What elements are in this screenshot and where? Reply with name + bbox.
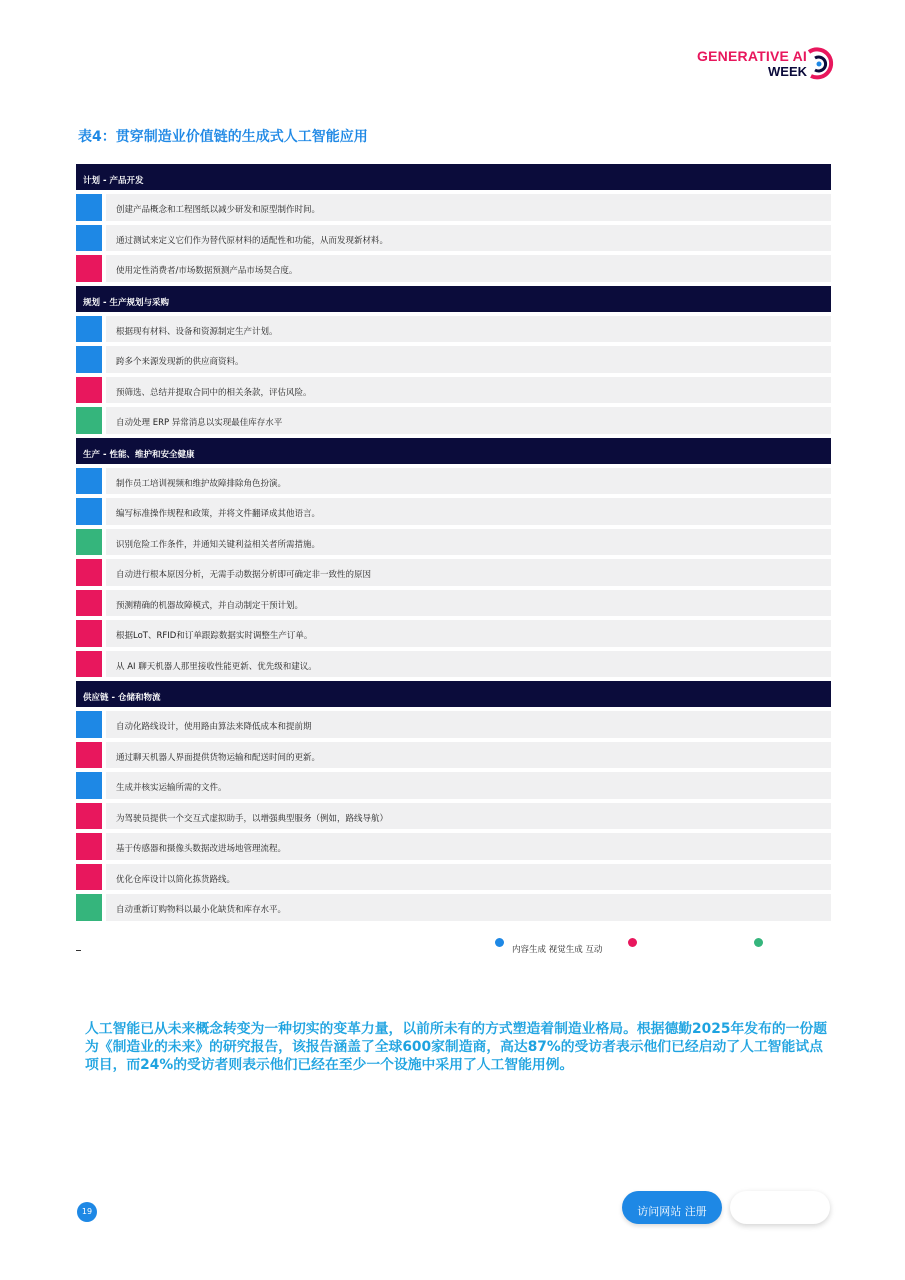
table-row xyxy=(76,346,831,373)
category-marker-green xyxy=(76,894,102,921)
section-header: 生产 - 性能、维护和安全健康 xyxy=(76,438,831,464)
category-marker-red xyxy=(76,742,102,769)
legend-text: 内容生成 视觉生成 互动 xyxy=(512,945,603,955)
table-row xyxy=(76,316,831,343)
table-title: 表4：贯穿制造业价值链的生成式人工智能应用 xyxy=(78,129,368,145)
category-marker-blue xyxy=(76,194,102,221)
table-row xyxy=(76,407,831,434)
row-text: 预筛选、总结并提取合同中的相关条款，评估风险。 xyxy=(106,377,831,404)
row-text: 使用定性消费者/市场数据预测产品市场契合度。 xyxy=(106,255,831,282)
row-text: 制作员工培训视频和维护故障排除角色扮演。 xyxy=(106,468,831,495)
section-header: 供应链 - 仓储和物流 xyxy=(76,681,831,707)
legend xyxy=(0,938,905,958)
table-row xyxy=(76,468,831,495)
category-marker-blue xyxy=(76,498,102,525)
logo-text-line1: GENERATIVE AI xyxy=(697,48,807,64)
row-text: 根据LoT、RFID和订单跟踪数据实时调整生产订单。 xyxy=(106,620,831,647)
row-text: 创建产品概念和工程图纸以减少研发和原型制作时间。 xyxy=(106,194,831,221)
row-text: 自动重新订购物料以最小化缺货和库存水平。 xyxy=(106,894,831,921)
table-row xyxy=(76,529,831,556)
logo-swirl-icon xyxy=(805,46,835,82)
category-marker-red xyxy=(76,803,102,830)
table-row xyxy=(76,559,831,586)
category-marker-blue xyxy=(76,346,102,373)
table-row xyxy=(76,194,831,221)
logo xyxy=(697,44,835,84)
page-number: 19 xyxy=(77,1202,97,1222)
table-row xyxy=(76,225,831,252)
table-row xyxy=(76,620,831,647)
intro-paragraph: 人工智能已从未来概念转变为一种切实的变革力量，以前所未有的方式塑造着制造业格局。根据德勤2025年发布的一份题为《制造业的未来》的研究报告，该报告涵盖了全球600家制造商，高达87%的受访者表示他们已经启动了人工智能试点项目，而24%的受访者则表示他们已经在至少一个设施中采用了人工智能用例。 xyxy=(85,1021,828,1073)
table-row xyxy=(76,864,831,891)
row-text: 基于传感器和摄像头数据改进场地管理流程。 xyxy=(106,833,831,860)
table-row xyxy=(76,742,831,769)
table-row xyxy=(76,255,831,282)
section-header: 规划 - 生产规划与采购 xyxy=(76,286,831,312)
row-text: 根据现有材料、设备和资源制定生产计划。 xyxy=(106,316,831,343)
category-marker-blue xyxy=(76,225,102,252)
logo-text-line2: WEEK xyxy=(768,64,807,79)
row-text: 从 AI 聊天机器人那里接收性能更新、优先级和建议。 xyxy=(106,651,831,678)
category-marker-blue xyxy=(76,468,102,495)
row-text: 识别危险工作条件，并通知关键利益相关者所需措施。 xyxy=(106,529,831,556)
row-text: 通过测试来定义它们作为替代原材料的适配性和功能，从而发现新材料。 xyxy=(106,225,831,252)
row-text: 跨多个来源发现新的供应商资料。 xyxy=(106,346,831,373)
table-row xyxy=(76,803,831,830)
value-chain-table xyxy=(76,164,831,925)
section-header: 计划 - 产品开发 xyxy=(76,164,831,190)
visit-website-button[interactable]: 访问网站 注册 xyxy=(622,1191,722,1224)
category-marker-red xyxy=(76,559,102,586)
row-text: 自动处理 ERP 异常消息以实现最佳库存水平 xyxy=(106,407,831,434)
legend-dot-blue xyxy=(495,938,504,947)
legend-dot-green xyxy=(754,938,763,947)
legend-dot-red xyxy=(628,938,637,947)
category-marker-blue xyxy=(76,772,102,799)
category-marker-blue xyxy=(76,711,102,738)
row-text: 预测精确的机器故障模式，并自动制定干预计划。 xyxy=(106,590,831,617)
table-row xyxy=(76,894,831,921)
row-text: 为驾驶员提供一个交互式虚拟助手，以增强典型服务（例如，路线导航） xyxy=(106,803,831,830)
category-marker-red xyxy=(76,590,102,617)
table-row xyxy=(76,772,831,799)
category-marker-red xyxy=(76,255,102,282)
row-text: 编写标准操作规程和政策，并将文件翻译成其他语言。 xyxy=(106,498,831,525)
table-row xyxy=(76,651,831,678)
row-text: 生成并核实运输所需的文件。 xyxy=(106,772,831,799)
register-button[interactable] xyxy=(730,1191,830,1224)
table-row xyxy=(76,590,831,617)
category-marker-red xyxy=(76,620,102,647)
category-marker-red xyxy=(76,833,102,860)
category-marker-red xyxy=(76,864,102,891)
table-row xyxy=(76,498,831,525)
row-text: 通过聊天机器人界面提供货物运输和配送时间的更新。 xyxy=(106,742,831,769)
category-marker-red xyxy=(76,377,102,404)
category-marker-blue xyxy=(76,316,102,343)
row-text: 自动进行根本原因分析，无需手动数据分析即可确定非一致性的原因 xyxy=(106,559,831,586)
category-marker-red xyxy=(76,651,102,678)
table-row xyxy=(76,833,831,860)
table-row xyxy=(76,711,831,738)
category-marker-green xyxy=(76,529,102,556)
table-row xyxy=(76,377,831,404)
row-text: 优化仓库设计以简化拣货路线。 xyxy=(106,864,831,891)
category-marker-green xyxy=(76,407,102,434)
row-text: 自动化路线设计，使用路由算法来降低成本和提前期 xyxy=(106,711,831,738)
